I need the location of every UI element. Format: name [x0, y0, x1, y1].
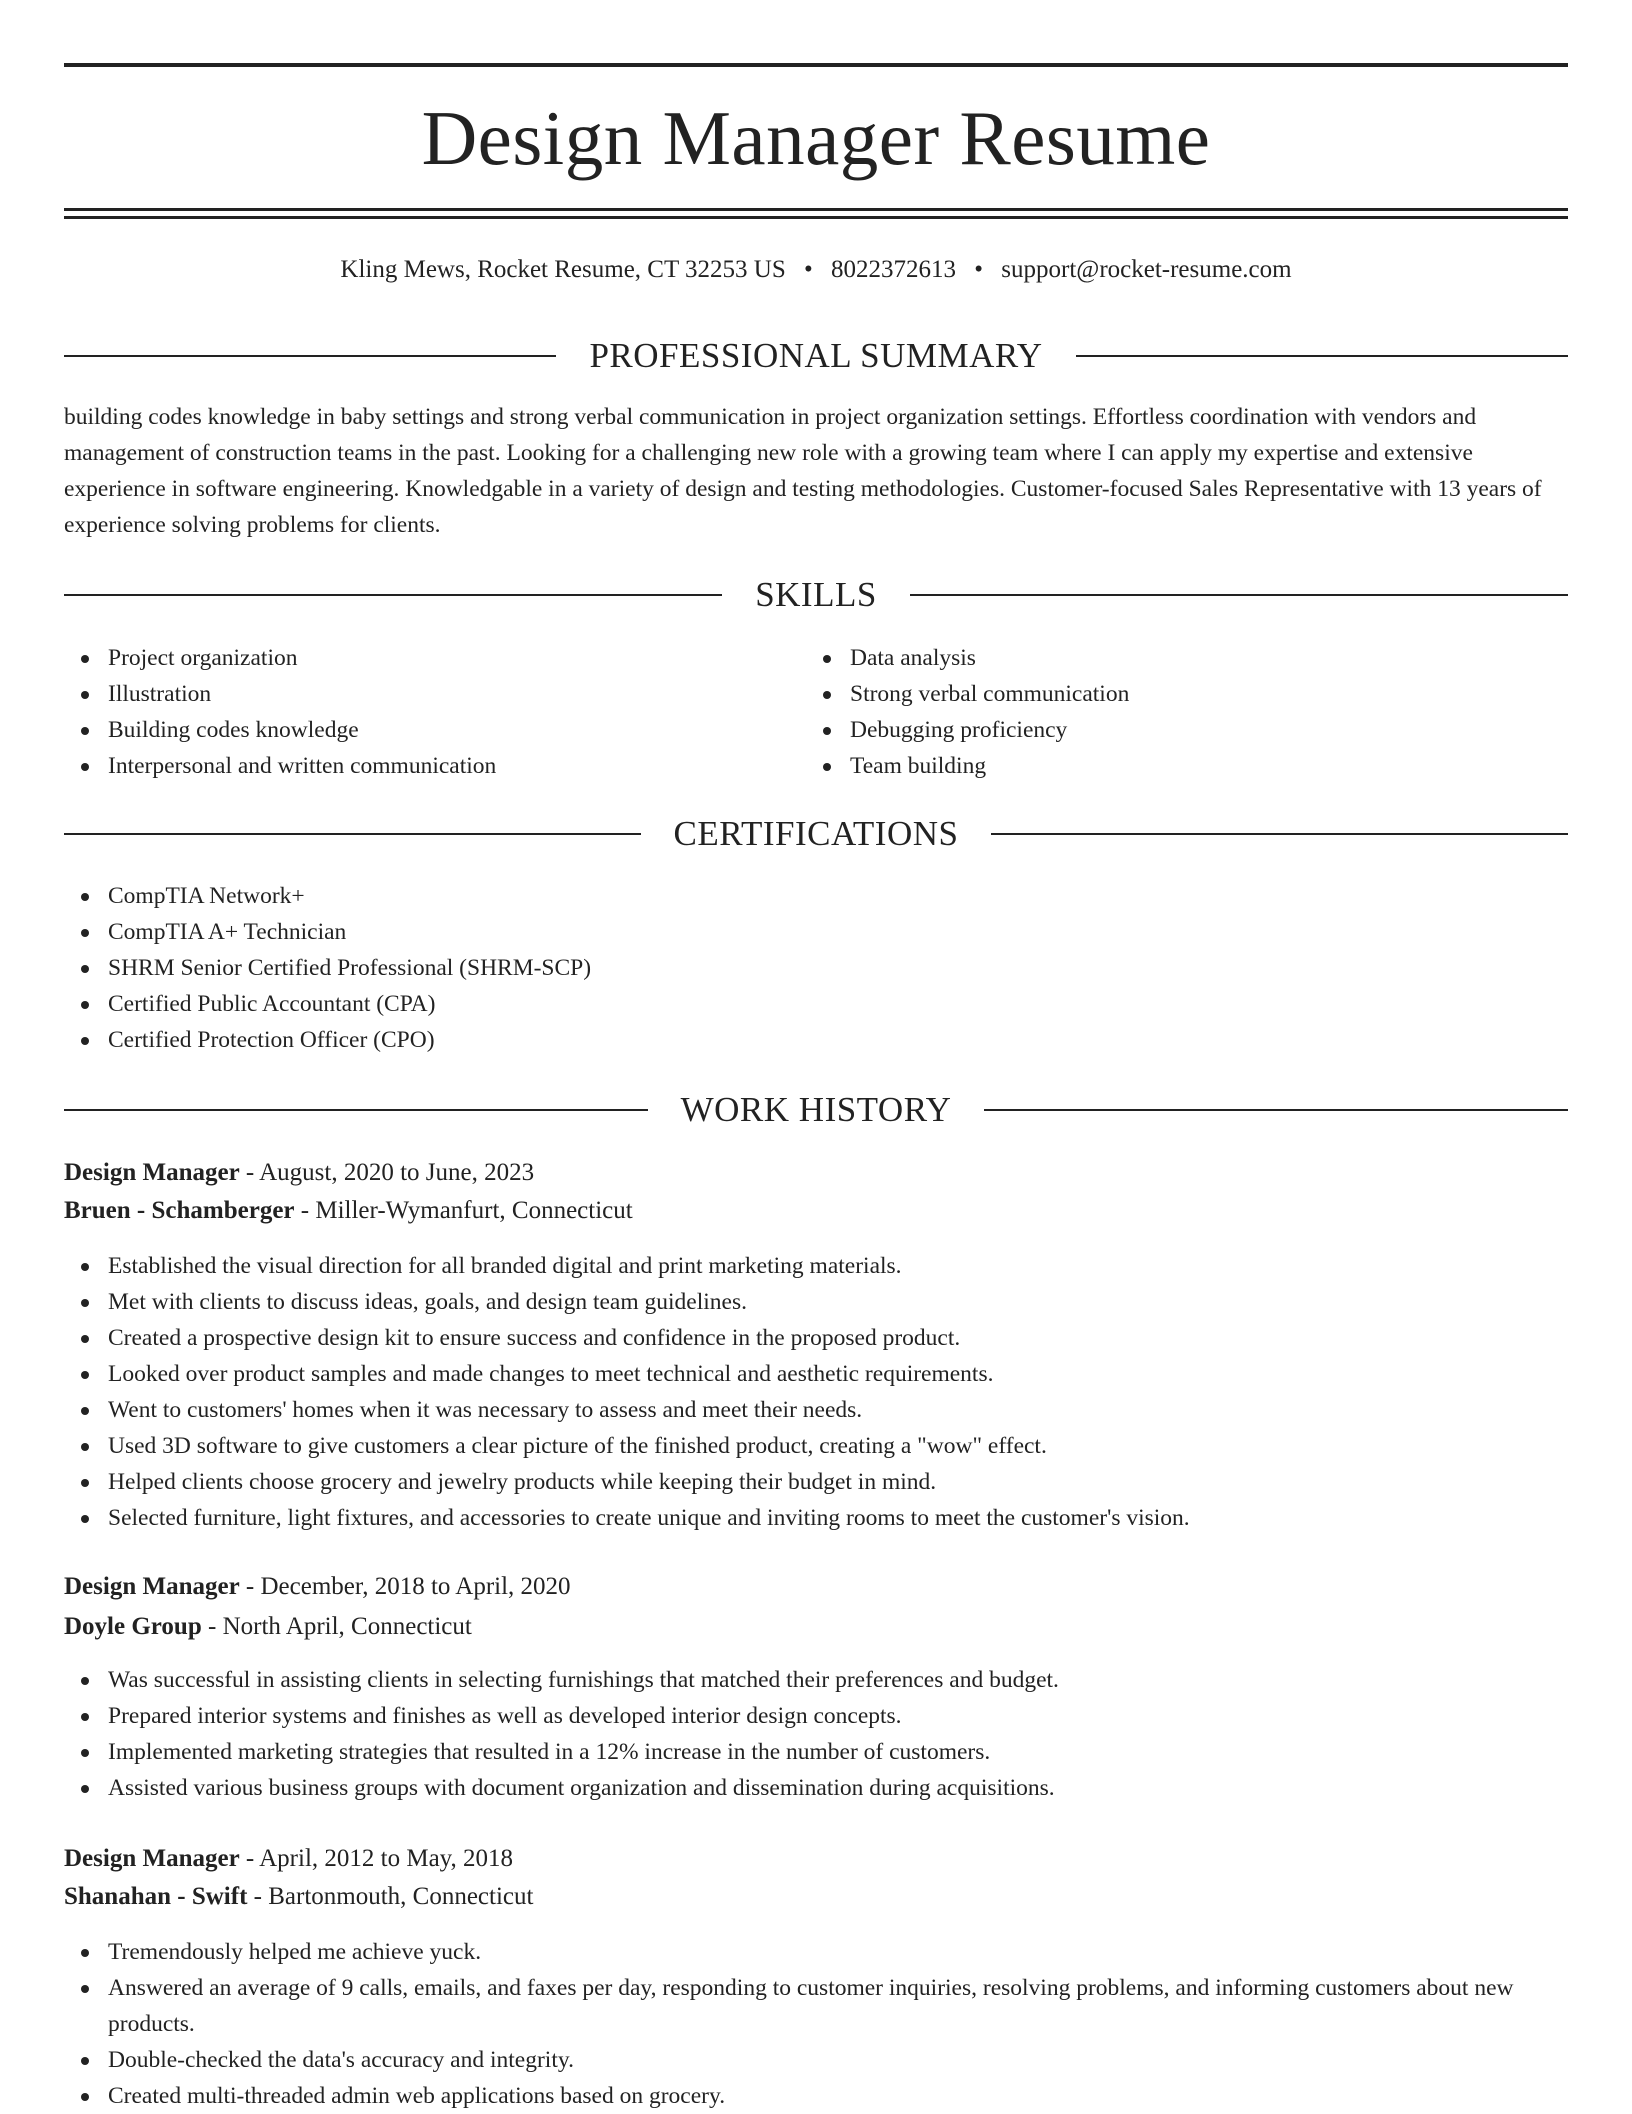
certification-item: Certified Public Accountant (CPA) — [108, 986, 1568, 1022]
section-heading-certifications — [64, 812, 1568, 856]
section-title: WORK HISTORY — [680, 1090, 952, 1129]
skills-list-right — [806, 640, 1550, 784]
job-title: Design Manager — [64, 1573, 240, 1600]
job-title: Design Manager — [64, 1845, 240, 1872]
section-heading-skills — [64, 573, 1568, 617]
job-bullet: Established the visual direction for all branded digital and print marketing materials. — [108, 1248, 1568, 1284]
job-bullet: Double-checked the data's accuracy and integrity. — [108, 2042, 1568, 2078]
heading-rule — [64, 833, 641, 835]
job-bullets — [64, 1934, 1568, 2114]
job-bullet: Went to customers' homes when it was necessary to assess and meet their needs. — [108, 1392, 1568, 1428]
job-bullet: Implemented marketing strategies that resulted in a 12% increase in the number of customers. — [108, 1734, 1568, 1770]
job-title-line — [64, 1568, 1568, 1606]
job-bullet: Used 3D software to give customers a clear picture of the finished product, creating a "wow" effect. — [108, 1428, 1568, 1464]
header-top-rule — [64, 63, 1568, 67]
job-bullet: Met with clients to discuss ideas, goals, and design team guidelines. — [108, 1284, 1568, 1320]
job-bullet: Looked over product samples and made changes to meet technical and aesthetic requirements. — [108, 1356, 1568, 1392]
job-bullet: Created a prospective design kit to ensure success and confidence in the proposed product. — [108, 1320, 1568, 1356]
section-heading-summary — [64, 334, 1568, 378]
skills-list-left — [64, 640, 808, 784]
skill-item: Team building — [850, 748, 1550, 784]
header-bottom-rule — [64, 208, 1568, 211]
job-title-line — [64, 1840, 1568, 1878]
job-dates: - December, 2018 to April, 2020 — [239, 1573, 571, 1600]
job-company: Bruen - Schamberger — [64, 1197, 295, 1224]
skill-item: Project organization — [108, 640, 808, 676]
heading-rule — [910, 594, 1568, 596]
heading-rule — [64, 355, 556, 357]
job-bullet: Selected furniture, light fixtures, and accessories to create unique and inviting rooms to meet the customer's vision. — [108, 1500, 1568, 1536]
job-company: Shanahan - Swift — [64, 1883, 248, 1910]
heading-rule — [984, 1109, 1568, 1111]
job-bullets — [64, 1662, 1568, 1806]
job-dates: - August, 2020 to June, 2023 — [239, 1159, 535, 1186]
heading-rule — [1076, 355, 1568, 357]
heading-rule — [64, 1109, 648, 1111]
job-bullet: Was successful in assisting clients in selecting furnishings that matched their preferences and budget. — [108, 1662, 1568, 1698]
skill-item: Debugging proficiency — [850, 712, 1550, 748]
job-bullet: Tremendously helped me achieve yuck. — [108, 1934, 1568, 1970]
header-bottom-rule-inner — [64, 216, 1568, 219]
job-title-line — [64, 1154, 1568, 1192]
job-company-line — [64, 1608, 1568, 1646]
contact-email: support@rocket-resume.com — [1001, 256, 1292, 283]
job-bullet: Created multi-threaded admin web applications based on grocery. — [108, 2078, 1568, 2114]
certification-item: CompTIA Network+ — [108, 878, 1568, 914]
job-location: - Miller-Wymanfurt, Connecticut — [294, 1197, 633, 1224]
certification-item: SHRM Senior Certified Professional (SHRM-SCP) — [108, 950, 1568, 986]
job-location: - North April, Connecticut — [201, 1613, 472, 1640]
job-location: - Bartonmouth, Connecticut — [247, 1883, 534, 1910]
job-company: Doyle Group — [64, 1613, 202, 1640]
summary-text: building codes knowledge in baby settings and strong verbal communication in project organization settings. Effortless coordination with vendors and management of construction teams in the past. Looking for a challenging new role with a growing team where I can apply my expertise and extensive experience in software engineering. Knowledgable in a variety of design and testing methodologies. Customer-focused Sales Representative with 13 years of experience solving problems for clients. — [64, 404, 1542, 538]
section-title: PROFESSIONAL SUMMARY — [589, 336, 1043, 375]
job-bullets — [64, 1248, 1568, 1536]
section-title: SKILLS — [755, 575, 877, 614]
contact-phone: 8022372613 — [831, 256, 957, 283]
contact-separator: • — [804, 256, 813, 283]
job-bullet: Answered an average of 9 calls, emails, and faxes per day, responding to customer inquiries, resolving problems, and informing customers about new products. — [108, 1970, 1568, 2042]
contact-line — [64, 252, 1568, 288]
job-dates: - April, 2012 to May, 2018 — [239, 1845, 514, 1872]
certifications-list — [64, 878, 1568, 1058]
skill-item: Interpersonal and written communication — [108, 748, 808, 784]
job-title: Design Manager — [64, 1159, 240, 1186]
skill-item: Strong verbal communication — [850, 676, 1550, 712]
job-company-line — [64, 1878, 1568, 1916]
skill-item: Illustration — [108, 676, 808, 712]
job-company-line — [64, 1192, 1568, 1230]
skill-item: Data analysis — [850, 640, 1550, 676]
section-title: CERTIFICATIONS — [673, 814, 959, 853]
certification-item: CompTIA A+ Technician — [108, 914, 1568, 950]
contact-separator: • — [974, 256, 984, 283]
section-heading-work-history — [64, 1088, 1568, 1132]
heading-rule — [64, 594, 722, 596]
skill-item: Building codes knowledge — [108, 712, 808, 748]
job-bullet: Prepared interior systems and finishes as well as developed interior design concepts. — [108, 1698, 1568, 1734]
contact-address: Kling Mews, Rocket Resume, CT 32253 US — [340, 256, 786, 283]
job-bullet: Assisted various business groups with document organization and dissemination during acquisitions. — [108, 1770, 1568, 1806]
certification-item: Certified Protection Officer (CPO) — [108, 1022, 1568, 1058]
heading-rule — [991, 833, 1568, 835]
job-bullet: Helped clients choose grocery and jewelry products while keeping their budget in mind. — [108, 1464, 1568, 1500]
resume-title: Design Manager Resume — [421, 95, 1211, 181]
